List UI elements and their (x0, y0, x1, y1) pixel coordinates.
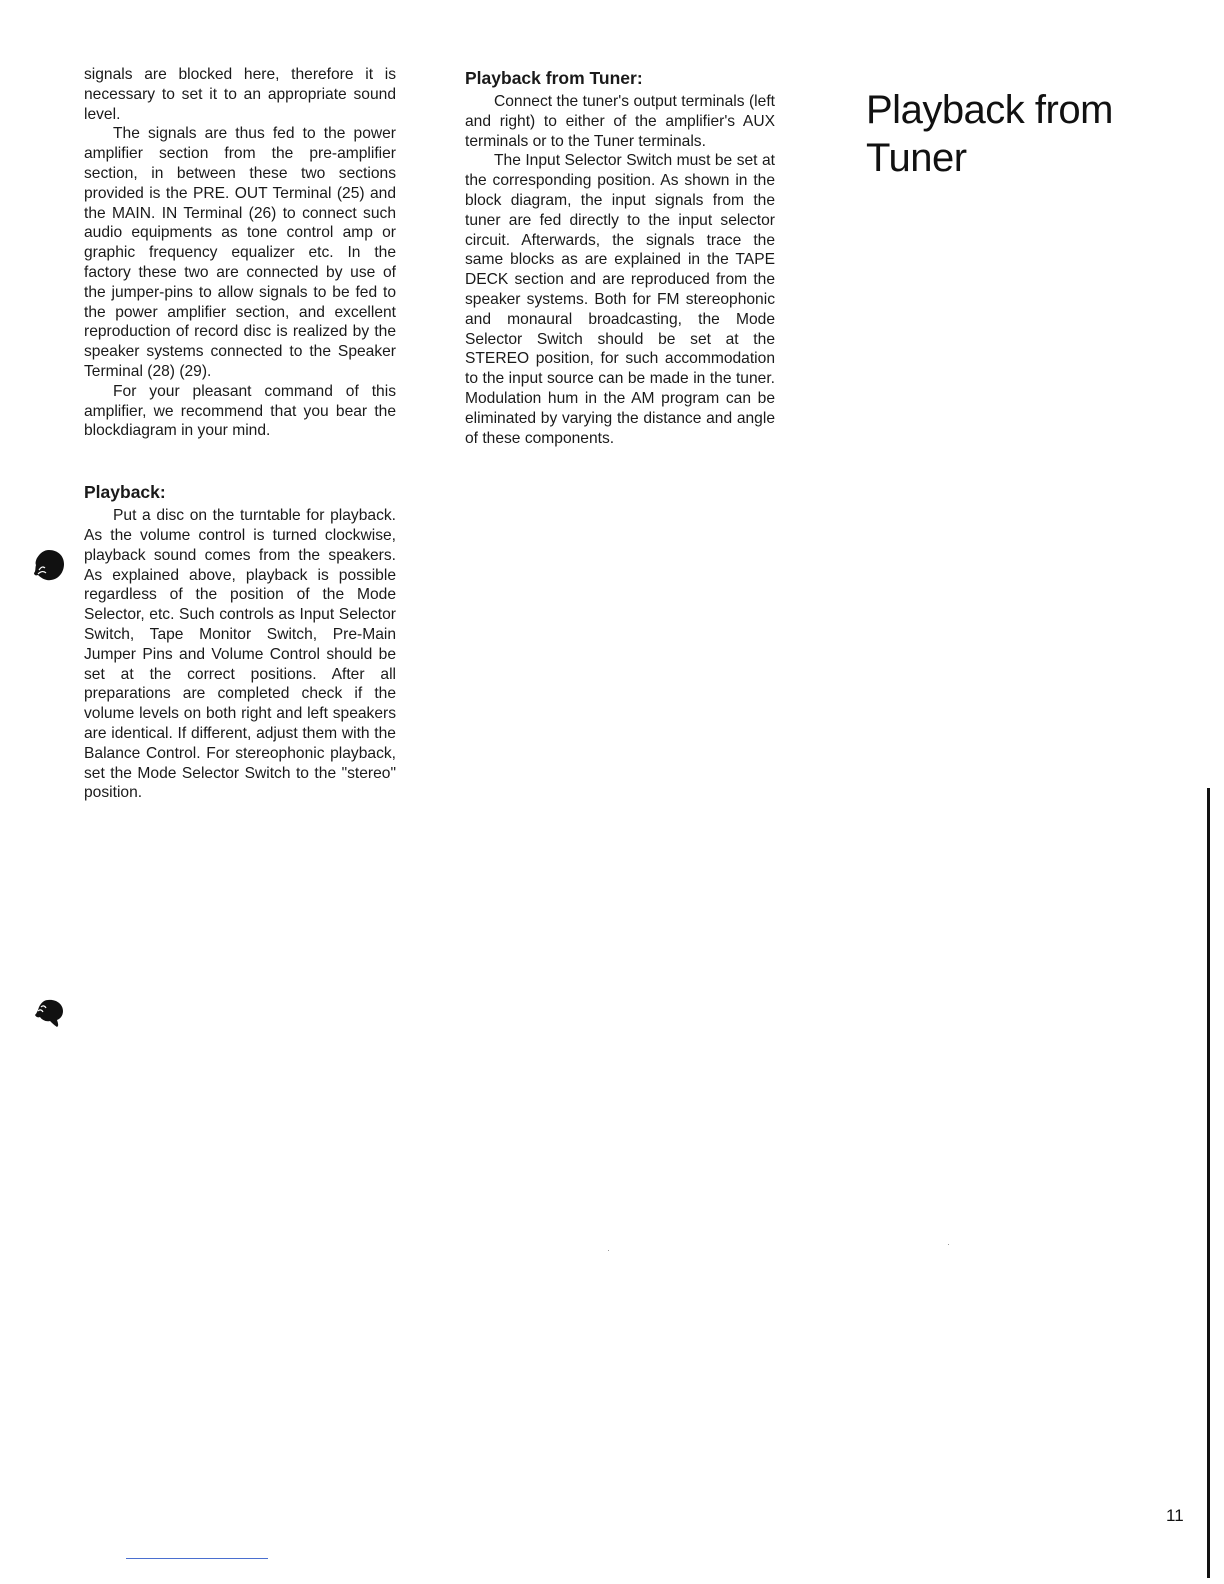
section-title-line2: Tuner (866, 136, 967, 180)
section-title-line1: Playback from (866, 88, 1113, 132)
intro-paragraph: signals are blocked here, therefore it is necessary to set it to an appropriate sound level. (84, 66, 396, 123)
specks (948, 1244, 949, 1245)
blockdiagram-paragraph: For your pleasant command of this amplifier, we recommend that you bear the blockdiagram in your mind. (84, 382, 396, 440)
left-column (84, 65, 396, 803)
section-title (866, 86, 1166, 182)
binder-hole-icon (32, 548, 66, 582)
tuner-selector-paragraph: The Input Selector Switch must be set at the corresponding position. As shown in the block diagram, the input signals from the tuner are fed directly to the input selector circuit. Afterwards, the signals trace the same blocks as are explained in the TAPE DECK section and are reproduced from the speaker systems. Both for FM stereophonic and monaural broadcasting, the Mode Selector Switch should be set at the STEREO position, for such accommodation to the input source can be made in the tuner. Modulation hum in the AM program can be eliminated by varying the distance and angle of these components. (465, 152, 775, 447)
bottom-rule (126, 1558, 268, 1559)
specks (608, 1250, 609, 1251)
right-margin-rule (1207, 788, 1210, 1578)
playback-paragraph: Put a disc on the turntable for playback. As the volume control is turned clockwise, playback sound comes from the speakers. As explained above, playback is possible regardless of the position of the Mode Selector, etc. Such controls as Input Selector Switch, Tape Monitor Switch, Pre-Main Jumper Pins and Volume Control should be set at the correct positions. After all preparations are completed check if the volume levels on both right and left speakers are identical. If different, adjust them with the Balance Control. For stereophonic playback, set the Mode Selector Switch to the "stereo" position. (84, 507, 396, 802)
middle-column (465, 67, 775, 448)
tuner-heading: Playback from Tuner: (465, 68, 643, 88)
tuner-connect-paragraph: Connect the tuner's output terminals (left and right) to either of the amplifier's AUX terminals or to the Tuner terminals. (465, 93, 775, 150)
playback-heading: Playback: (84, 482, 166, 503)
pre-main-paragraph: The signals are thus fed to the power amplifier section from the pre-amplifier section, in between these two sections provided is the PRE. OUT Terminal (25) and the MAIN. IN Terminal (26) to connect such audio equipments as tone control amp or graphic frequency equalizer etc. In the factory these two are connected by use of the jumper-pins to allow signals to be fed to the power amplifier section, and excellent reproduction of record disc is realized by the speaker systems connected to the Speaker Terminal (28) (29). (84, 125, 396, 380)
binder-hole-icon (32, 996, 66, 1030)
page-number: 11 (1166, 1506, 1184, 1525)
